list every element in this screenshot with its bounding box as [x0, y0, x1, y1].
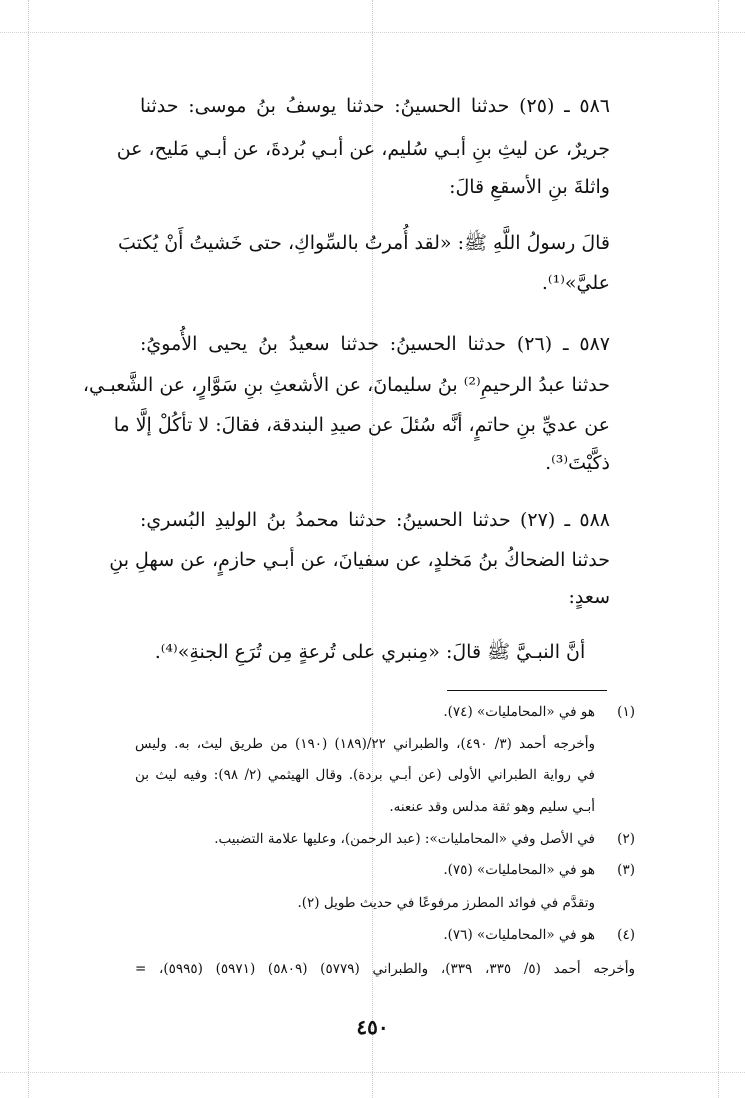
text-line: حدثنا عبدُ الرحيمِ⁽²⁾ بنُ سليمانَ، عن الأشعثِ بنِ سَوَّارٍ، عن الشَّعبـي، — [82, 374, 610, 396]
footnote — [135, 925, 635, 945]
footnote-text: هو في «المحامليات» (٧٦). — [443, 927, 595, 943]
text-line: عليَّ»⁽¹⁾. — [541, 272, 610, 294]
scan-grid-line — [0, 1072, 745, 1073]
text-line: جريرٌ، عن ليثِ بنِ أبـي سُليم، عن أبـي بُردةَ، عن أبـي مَليح، عن — [116, 138, 610, 160]
footnote-text: هو في «المحامليات» (٧٥). — [443, 862, 595, 878]
scan-grid-line — [718, 0, 719, 1098]
text-line: قالَ رسولُ اللَّهِ ﷺ: «لقد أُمرتُ بالسِّواكِ، حتى خَشيتُ أَنْ يُكتبَ — [117, 232, 610, 254]
text-line-centered: أنَّ النبـيَّ ﷺ قالَ: «مِنبري على تُرعةٍ مِن تُرَعِ الجنةِ»⁽⁴⁾. — [154, 641, 586, 663]
footnote-number: (٤) — [617, 927, 635, 943]
text-line: ٥٨٧ ـ (٢٦) حدثنا الحسينُ: حدثنا سعيدُ بنُ يحيى الأُمويُ: — [140, 333, 610, 355]
text-line: واثلةَ بنِ الأسقعِ قالَ: — [449, 176, 610, 198]
footnote — [135, 860, 635, 880]
footnote-continuation: وأخرجه أحمد (٣/ ٤٩٠)، والطبراني ٢٢/(١٨٩) (١٩٠) من طريق ليث، به. وليس — [135, 736, 596, 752]
scan-grid-line — [0, 32, 745, 33]
text-line: حدثنا الضحاكُ بنُ مَخلدٍ، عن سفيانَ، عن أبـي حازمٍ، عن سهلِ بنِ — [109, 549, 610, 571]
footnote-text: هو في «المحامليات» (٧٤). — [443, 704, 595, 720]
text-line: عن عديِّ بنِ حاتمٍ، أنَّه سُئلَ عن صيدِ البندقة، فقالَ: لا تأكُلْ إلَّا ما — [113, 414, 610, 436]
text-line: ٥٨٨ ـ (٢٧) حدثنا الحسينُ: حدثنا محمدُ بنُ الوليدِ البُسري: — [140, 509, 610, 531]
footnote — [135, 702, 635, 722]
footnote — [135, 829, 635, 849]
footnote-number: (٢) — [617, 831, 635, 847]
footnote-number: (١) — [617, 704, 635, 720]
text-line: ٥٨٦ ـ (٢٥) حدثنا الحسينُ: حدثنا يوسفُ بنُ موسى: حدثنا — [140, 95, 611, 117]
footnote-continuation: في رواية الطبراني الأولى (عن أبـي بردة). وقال الهيثمي (٢/ ٩٨): وفيه ليث بن — [135, 767, 595, 783]
footnote-number: (٣) — [617, 862, 635, 878]
scan-grid-line — [28, 0, 29, 1098]
footnote-continuation: وتقدَّم في فوائد المطرز مرفوعًا في حديث طويل (٢). — [297, 895, 595, 911]
footnote-continuation: وأخرجه أحمد (٥/ ٣٣٥، ٣٣٩)، والطبراني (٥٧٧٩) (٥٨٠٩) (٥٩٧١) (٥٩٩٥)، = — [135, 961, 635, 977]
page-number: ٤٥٠ — [356, 1015, 389, 1039]
text-line: سعدٍ: — [568, 586, 610, 608]
footnote-separator — [447, 690, 607, 691]
footnote-continuation: أبـي سليم وهو ثقة مدلس وقد عنعنه. — [389, 799, 595, 815]
text-line: ذكَّيْتَ⁽³⁾. — [545, 452, 610, 474]
footnote-text: في الأصل وفي «المحامليات»: (عبد الرحمن)، وعليها علامة التضبيب. — [214, 831, 595, 847]
